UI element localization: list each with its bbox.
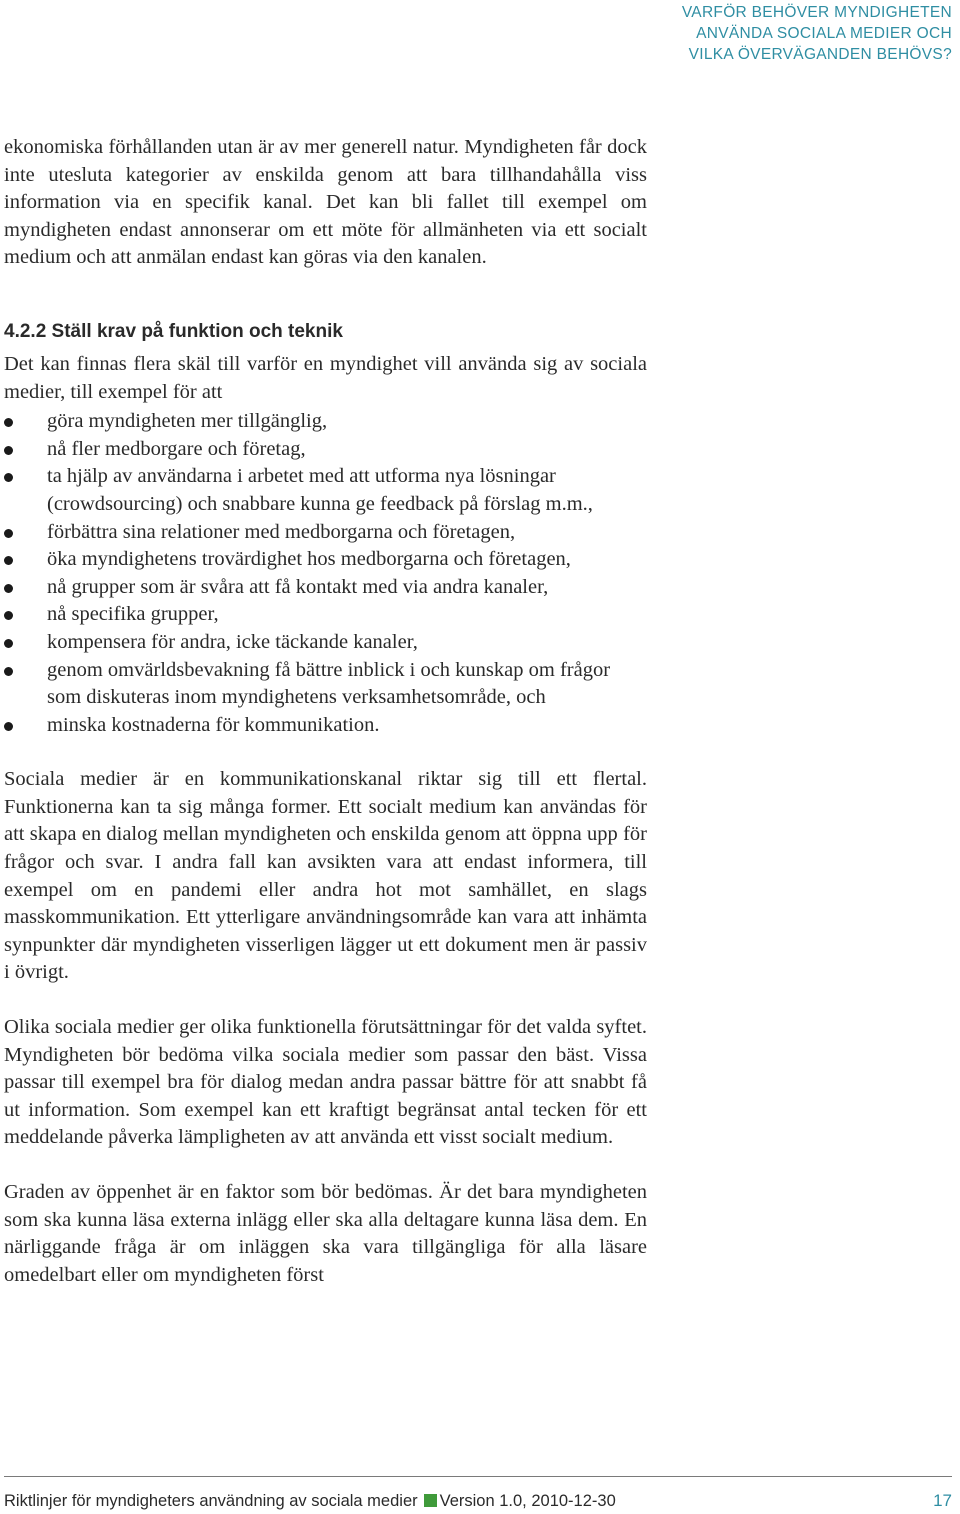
list-item: öka myndighetens trovärdighet hos medborgarna och företagen, bbox=[4, 546, 647, 574]
running-head-line-2: ANVÄNDA SOCIALA MEDIER OCH bbox=[696, 25, 952, 42]
page-body bbox=[4, 134, 647, 1289]
page-number: 17 bbox=[933, 1491, 952, 1510]
running-head-line-3: VILKA ÖVERVÄGANDEN BEHÖVS? bbox=[688, 46, 952, 63]
square-bullet-icon bbox=[424, 1494, 437, 1507]
list-item: genom omvärldsbevakning få bättre inblick i och kunskap om frågor som diskuteras inom myndighetens verksamhetsområde, och bbox=[4, 657, 647, 712]
list-item: förbättra sina relationer med medborgarna och företagen, bbox=[4, 519, 647, 547]
intro-paragraph: ekonomiska förhållanden utan är av mer generell natur. Myndigheten får dock inte utesluta kategorier av enskilda genom att bara tillhandahålla viss information via en specifik kanal. Det kan bli fallet till exempel om myndigheten endast annonserar om ett möte för allmänheten via ett socialt medium och att anmälan endast kan göras via den kanalen. bbox=[4, 136, 647, 269]
bullet-list bbox=[4, 408, 647, 739]
list-item: nå specifika grupper, bbox=[4, 601, 647, 629]
paragraph-3: Olika sociala medier ger olika funktionella förutsättningar för det valda syftet. Myndigheten bör bedöma vilka sociala medier som passar den bäst. Vissa passar till exempel bra för dialog medan andra passar bättre för att snabbt få ut information. Som exempel kan ett kraftigt begränsat antal tecken för ett meddelande påverka lämpligheten av att använda ett visst socialt medium. bbox=[4, 1016, 647, 1149]
page-footer bbox=[4, 1490, 952, 1512]
running-head bbox=[652, 2, 952, 65]
list-item: minska kostnaderna för kommunikation. bbox=[4, 712, 647, 740]
paragraph-4: Graden av öppenhet är en faktor som bör bedömas. Är det bara myndigheten som ska kunna läsa externa inlägg eller ska alla deltagare kunna läsa dem. En närliggande fråga är om inläggen ska vara tillgängliga för alla läsare omedelbart eller om myndigheten först bbox=[4, 1181, 647, 1286]
list-item: nå grupper som är svåra att få kontakt med via andra kanaler, bbox=[4, 574, 647, 602]
footer-version: Version 1.0, 2010-12-30 bbox=[439, 1492, 616, 1510]
list-item: kompensera för andra, icke täckande kanaler, bbox=[4, 629, 647, 657]
list-item: nå fler medborgare och företag, bbox=[4, 436, 647, 464]
list-item: göra myndigheten mer tillgänglig, bbox=[4, 408, 647, 436]
paragraph-2: Sociala medier är en kommunikationskanal riktar sig till ett flertal. Funktionerna kan ta sig många former. Ett socialt medium kan användas för att skapa en dialog mellan myndigheten och enskilda genom att öppna upp för frågor och svar. I andra fall kan avsikten vara att endast informera, till exempel om en pandemi eller andra hot mot samhället, en slags masskommunikation. Ett ytterligare användningsområde kan vara att inhämta synpunkter där myndigheten visserligen lägger ut ett dokument men är passiv i övrigt. bbox=[4, 768, 647, 984]
section-heading: 4.2.2 Ställ krav på funktion och teknik bbox=[4, 320, 343, 342]
footer-document-title: Riktlinjer för myndigheters användning av sociala medier bbox=[4, 1492, 418, 1510]
running-head-line-1: VARFÖR BEHÖVER MYNDIGHETEN bbox=[681, 4, 952, 21]
footer-divider bbox=[4, 1476, 952, 1477]
list-item: ta hjälp av användarna i arbetet med att utforma nya lösningar (crowdsourcing) och snabbare kunna ge feedback på förslag m.m., bbox=[4, 463, 647, 518]
lead-paragraph: Det kan finnas flera skäl till varför en myndighet vill använda sig av sociala medier, till exempel för att bbox=[4, 352, 647, 403]
